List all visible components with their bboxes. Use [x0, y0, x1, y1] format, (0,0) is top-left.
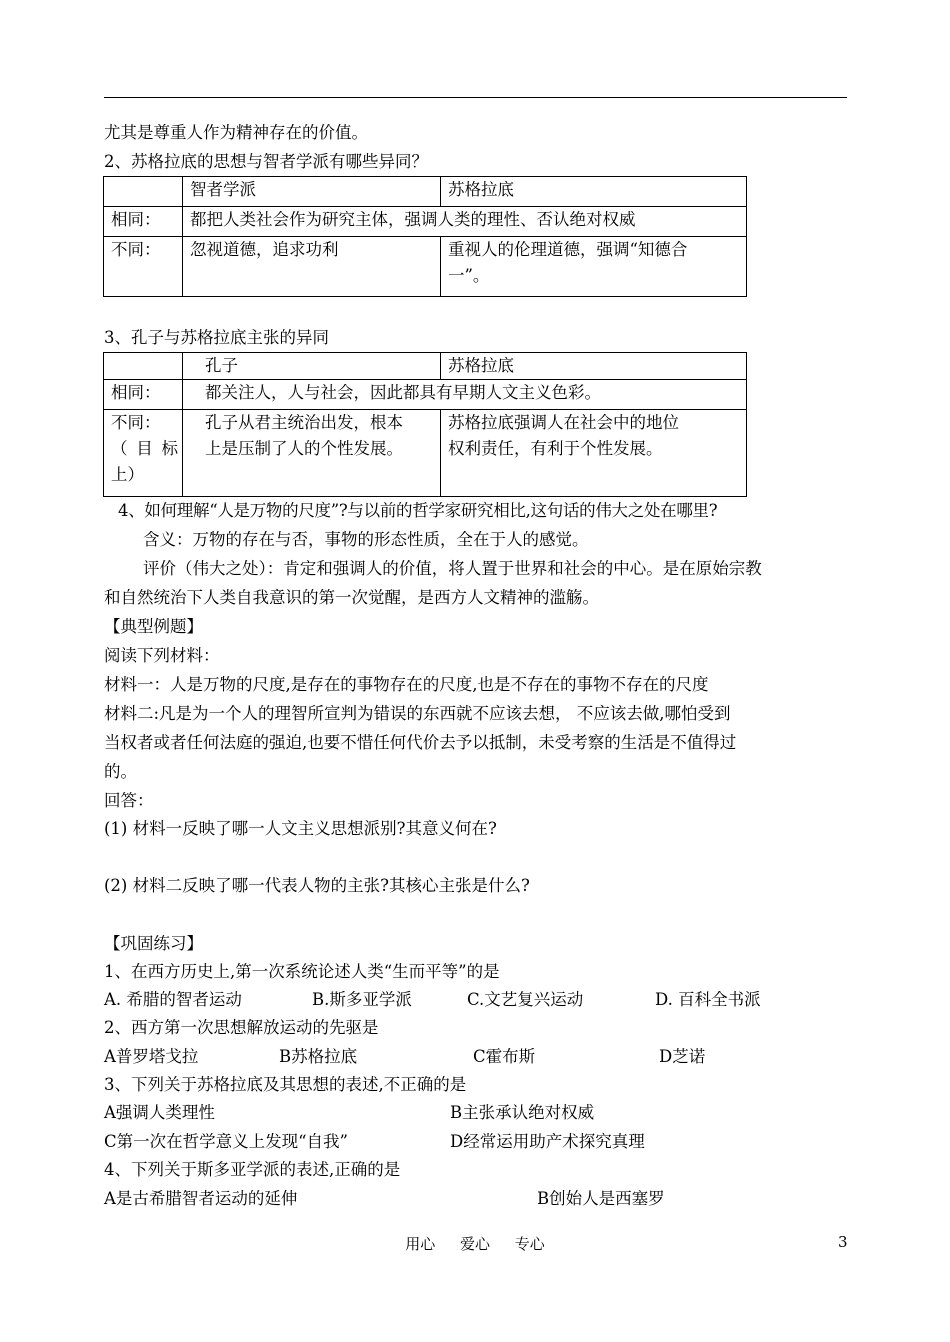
practice-q1: 1、在西方历史上,第一次系统论述人类“生而平等”的是	[104, 962, 500, 981]
row-label-same: 相同：	[104, 207, 183, 237]
table-header-socrates: 苏格拉底	[441, 177, 747, 207]
q3-option-d: D经常运用助产术探究真理	[450, 1132, 645, 1151]
row-label-different: 不同：	[104, 237, 183, 297]
cell-line: 上是压制了人的个性发展。	[205, 439, 403, 458]
material-two-line2: 当权者或者任何法庭的强迫,也要不惜任何代价去予以抵制，未受考察的生活是不值得过	[104, 733, 737, 752]
q4-evaluation-line1: 评价（伟大之处）：肯定和强调人的价值，将人置于世界和社会的中心。是在原始宗教	[143, 559, 762, 578]
header-rule	[104, 97, 847, 98]
table-header-socrates: 苏格拉底	[441, 353, 747, 380]
q1-option-b: B.斯多亚学派	[312, 990, 412, 1009]
cell-line: 苏格拉底强调人在社会中的地位	[448, 413, 679, 432]
practice-q3: 3、下列关于苏格拉底及其思想的表述,不正确的是	[104, 1075, 467, 1094]
answer-label: 回答：	[104, 791, 154, 810]
row-label-same: 相同：	[104, 380, 183, 410]
q2-option-b: B苏格拉底	[279, 1047, 358, 1066]
q4-evaluation-line2: 和自然统治下人类自我意识的第一次觉醒，是西方人文精神的滥觞。	[104, 588, 599, 607]
q4-meaning: 含义：万物的存在与否，事物的形态性质，全在于人的感觉。	[143, 530, 589, 549]
q4-option-a: A是古希腊智者运动的延伸	[104, 1189, 298, 1208]
q2-comparison-table	[103, 176, 747, 297]
q1-option-d: D. 百科全书派	[655, 990, 761, 1009]
q2-option-a: A普罗塔戈拉	[104, 1047, 199, 1066]
q2-title: 2、苏格拉底的思想与智者学派有哪些异同？	[104, 152, 428, 171]
q2-option-d: D芝诺	[659, 1047, 706, 1066]
material-one: 材料一：人是万物的尺度,是存在的事物存在的尺度,也是不存在的事物不存在的尺度	[104, 675, 709, 694]
example-heading: 【典型例题】	[104, 617, 203, 636]
q3-option-b: B主张承认绝对权威	[450, 1103, 595, 1122]
q2-option-c: C霍布斯	[473, 1047, 536, 1066]
cell-sophists-difference: 忽视道德，追求功利	[183, 237, 441, 297]
practice-q2: 2、西方第一次思想解放运动的先驱是	[104, 1018, 379, 1037]
sub-question-2: (2) 材料二反映了哪一代表人物的主张?其核心主张是什么?	[104, 876, 530, 895]
q3-option-a: A强调人类理性	[104, 1103, 215, 1122]
cell-confucius-difference	[183, 410, 441, 497]
footer-word: 用心	[405, 1235, 436, 1253]
table-cell-empty	[104, 353, 183, 380]
cell-line: 重视人的伦理道德，强调“知德合	[448, 240, 688, 259]
material-two-line3: 的。	[104, 762, 137, 781]
material-two-line1: 材料二:凡是为一个人的理智所宣判为错误的东西就不应该去想， 不应该去做,哪怕受到	[104, 704, 731, 723]
q3-option-c: C第一次在哲学意义上发现“自我”	[104, 1132, 348, 1151]
footer-word: 专心	[514, 1235, 545, 1253]
page-number: 3	[838, 1233, 848, 1251]
label-line: （目标	[111, 439, 178, 458]
label-line: 不同：	[111, 413, 161, 432]
row-text-same: 都关注人，人与社会，因此都具有早期人文主义色彩。	[183, 380, 747, 410]
sub-question-1: (1) 材料一反映了哪一人文主义思想派别?其意义何在?	[104, 819, 497, 838]
table-header-sophists: 智者学派	[183, 177, 441, 207]
label-line: 上）	[111, 465, 144, 484]
intro-line: 尤其是尊重人作为精神存在的价值。	[104, 123, 368, 142]
cell-socrates-difference	[441, 410, 747, 497]
row-text-same: 都把人类社会作为研究主体，强调人类的理性、否认绝对权威	[183, 207, 747, 237]
row-label-different	[104, 410, 183, 497]
page-footer	[0, 1233, 950, 1254]
cell-line: 孔子从君主统治出发，根本	[205, 413, 403, 432]
q4-title: 4、如何理解“人是万物的尺度”?与以前的哲学家研究相比,这句话的伟大之处在哪里?	[118, 501, 718, 520]
practice-q4: 4、下列关于斯多亚学派的表述,正确的是	[104, 1160, 401, 1179]
q3-comparison-table	[103, 352, 747, 497]
q1-option-a: A. 希腊的智者运动	[104, 990, 242, 1009]
cell-socrates-difference	[441, 237, 747, 297]
footer-word: 爱心	[459, 1235, 490, 1253]
cell-line: 一”。	[448, 266, 490, 285]
cell-line: 权利责任，有利于个性发展。	[448, 439, 663, 458]
example-read: 阅读下列材料：	[104, 646, 220, 665]
table-cell-empty	[104, 177, 183, 207]
q3-title: 3、孔子与苏格拉底主张的异同	[104, 328, 329, 347]
table-header-confucius: 孔子	[183, 353, 441, 380]
practice-heading: 【巩固练习】	[104, 934, 203, 953]
q1-option-c: C.文艺复兴运动	[467, 990, 584, 1009]
q4-option-b: B创始人是西塞罗	[537, 1189, 665, 1208]
